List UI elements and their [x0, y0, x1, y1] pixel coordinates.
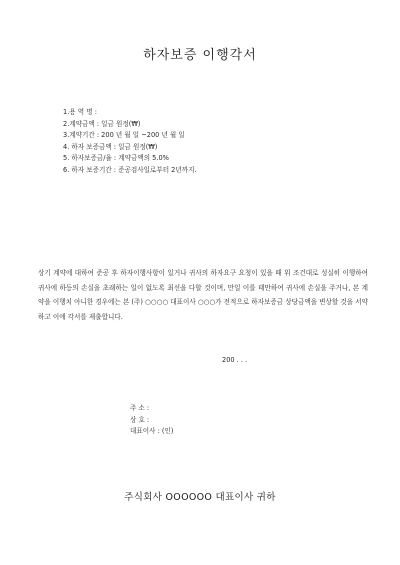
item-contract-period: 3.계약기간 : 200 년 월 일 ~200 년 월 일 — [63, 131, 185, 140]
signer-address: 주 소 : — [130, 404, 150, 412]
signer-block — [130, 403, 173, 438]
recipient-line: 주식회사 OOOOOO 대표이사 귀하 — [124, 492, 276, 503]
pledge-body-text: 상기 계약에 대하여 준공 후 하자이행사항이 있거나 귀사의 하자요구 요청이 있을 때 위 조건대로 성실히 이행하여 귀사에 하등의 손실을 초래하는 일이 없도록 최선을 다할 것이며, 만일 이를 태만하여 귀사에 손실을 주거나, 본 계약을 이행치 아니한 경우에는 본 (주) ○○○○ 대표이사 ○○○가 전적으로 하자보증금 상당금액을 변상할 것을 서약하고 이에 각서를 제출합니다. — [38, 269, 368, 321]
item-contract-amount: 2.계약금액 : 일금 원정(₩) — [63, 119, 141, 128]
signer-company: 상 호 : — [130, 415, 150, 424]
item-service-name: 1.용 역 명 : — [63, 108, 97, 116]
document-title: 하자보증 이행각서 — [143, 48, 257, 63]
contract-items-list — [63, 107, 383, 177]
item-warranty-rate: 5. 하자보증금/율 : 계약금액의 5.0% — [63, 154, 169, 163]
signer-ceo: 대표이사 : (인) — [130, 427, 174, 435]
item-warranty-period: 6. 하자 보증기간 : 준공검사일로부터 2년까지. — [63, 165, 197, 174]
date-line: 200 . . . — [222, 356, 248, 364]
item-warranty-deposit: 4. 하자 보증금액 : 일금 원정(₩) — [63, 142, 158, 151]
